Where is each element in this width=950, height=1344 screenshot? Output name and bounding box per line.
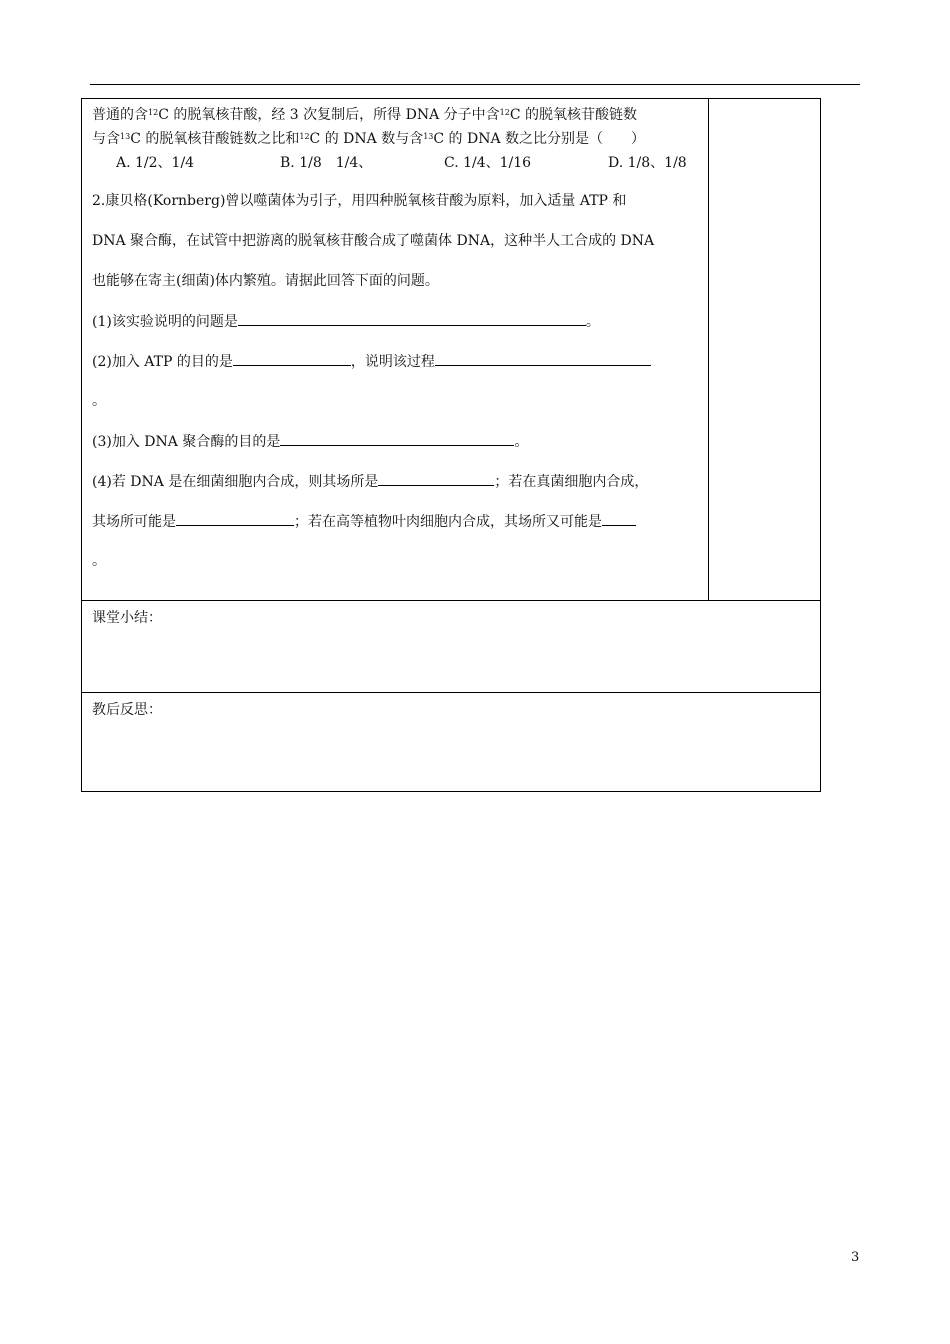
q1-line-2 (92, 129, 645, 149)
q2-part-4-end: 。 (92, 553, 106, 569)
isotope-sup: 13 (120, 132, 131, 141)
answer-blank[interactable] (378, 471, 494, 486)
exercise-cell (82, 99, 709, 600)
q1-options (116, 153, 687, 173)
q2-text: ；若在真菌细胞内合成， (494, 474, 649, 490)
header-rule (90, 84, 860, 85)
q2-intro-3: 也能够在寄主(细菌)体内繁殖。请据此回答下面的问题。 (92, 273, 439, 289)
option-b: B. 1/8 1/4、 (280, 155, 373, 171)
q2-text: 。 (514, 434, 529, 450)
q2-intro-2: DNA 聚合酶，在试管中把游离的脱氧核苷酸合成了噬菌体 DNA，这种半人工合成的 DNA (92, 233, 655, 249)
q2-part-2 (92, 351, 651, 372)
summary-row (82, 600, 820, 692)
reflection-label: 教后反思： (92, 702, 162, 718)
isotope-sup: 12 (299, 132, 310, 141)
isotope-sup: 12 (499, 108, 510, 117)
q1-text: C 的脱氧核苷酸链数之比和 (130, 131, 300, 147)
q2-part-4-cont (92, 511, 636, 532)
q2-text: 。 (585, 314, 600, 330)
q2-part-4 (92, 471, 648, 492)
answer-blank[interactable] (435, 351, 651, 366)
q2-text: (4)若 DNA 是在细菌细胞内合成，则其场所是 (92, 474, 379, 490)
q1-text: 与含 (92, 131, 120, 147)
q1-text: C 的 DNA 数之比分别是（ ） (433, 131, 646, 147)
q2-part-3 (92, 431, 528, 452)
isotope-sup: 12 (148, 108, 159, 117)
isotope-sup: 13 (423, 132, 434, 141)
q2-text: (3)加入 DNA 聚合酶的目的是 (92, 434, 281, 450)
q2-intro-1: 2.康贝格(Kornberg)曾以噬菌体为引子，用四种脱氧核苷酸为原料，加入适量 ATP 和 (92, 193, 627, 209)
q1-text: C 的脱氧核苷酸链数 (509, 107, 638, 123)
summary-label: 课堂小结： (92, 610, 162, 626)
q1-text: C 的 DNA 数与含 (309, 131, 424, 147)
q1-text: 普通的含 (92, 107, 148, 123)
q1-line-1 (92, 105, 637, 125)
q2-text: ；若在高等植物叶肉细胞内合成，其场所又可能是 (294, 514, 602, 530)
answer-blank[interactable] (602, 511, 636, 526)
q2-text: 其场所可能是 (92, 514, 176, 530)
q2-part-1 (92, 311, 600, 332)
answer-blank[interactable] (238, 311, 586, 326)
option-c: C. 1/4、1/16 (444, 155, 532, 171)
q2-text: ，说明该过程 (350, 354, 435, 370)
reflection-row (82, 692, 820, 791)
option-a: A. 1/2、1/4 (116, 155, 195, 171)
q2-text: (2)加入 ATP 的目的是 (92, 354, 233, 370)
page-number: 3 (851, 1250, 860, 1265)
q2-text: (1)该实验说明的问题是 (92, 314, 238, 330)
q1-text: C 的脱氧核苷酸，经 3 次复制后，所得 DNA 分子中含 (158, 107, 500, 123)
worksheet-table (81, 98, 821, 792)
answer-blank[interactable] (280, 431, 514, 446)
answer-blank[interactable] (176, 511, 294, 526)
answer-blank[interactable] (233, 351, 351, 366)
q2-part-2-end: 。 (92, 393, 106, 409)
option-d: D. 1/8、1/8 (608, 155, 687, 171)
